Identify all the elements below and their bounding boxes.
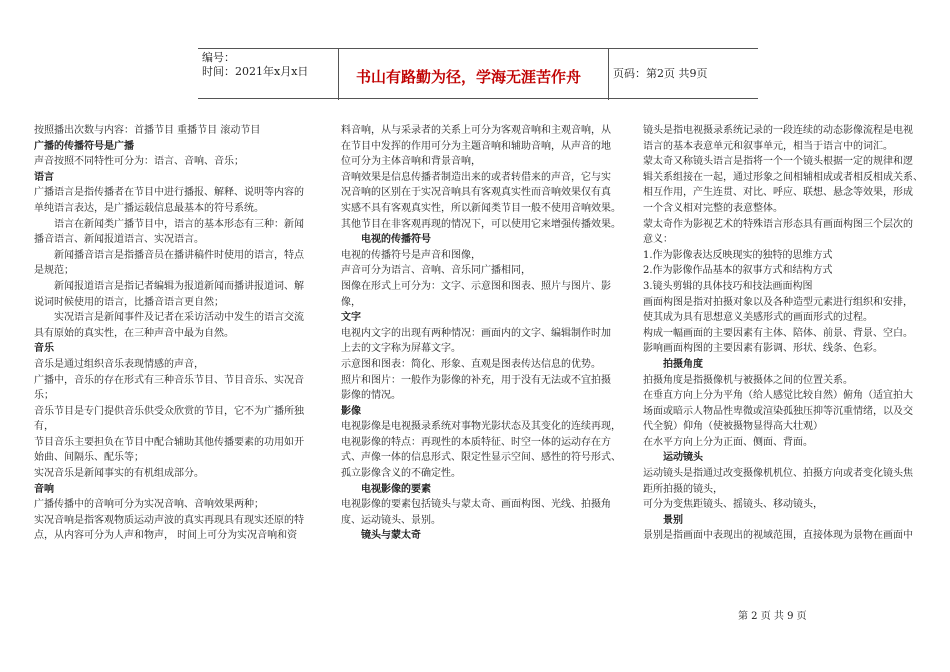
doc-number-label: 编号：	[202, 51, 235, 64]
text-line: 单纯语言表达，是广播运载信息最基本的符号系统。	[34, 202, 264, 214]
text-line: 播音语言、新闻报道语言、实况语言。	[34, 234, 204, 246]
text-line: 距所拍摄的镜头，	[643, 483, 723, 495]
text-line: 1.作为影像表达反映现实的独特的思维方式	[643, 249, 833, 261]
text-column-middle	[341, 123, 626, 544]
text-line: 声音可分为语言、音响、音乐同广播相同，	[341, 265, 531, 277]
text-line: 实况音响是指客观物质运动声波的真实再现具有现实还原的特	[34, 514, 304, 526]
text-line: 其他节目在非客观再现的情况下，可以使用它来增强传播效果。	[341, 218, 621, 230]
text-line: 2.作为影像作品基本的叙事方式和结构方式	[643, 265, 833, 277]
text-line: 影像的情况。	[341, 390, 401, 402]
text-line: 音乐节目是专门提供音乐供受众欣赏的节目，它不为广播所独	[34, 405, 304, 417]
text-line: 语言在新闻类广播节目中，语言的基本形态有三种：新闻	[54, 218, 304, 230]
text-line: 电视影像的特点：再现性的本质特征、时空一体的运动存在方	[341, 436, 611, 448]
text-line: 蒙太奇作为影视艺术的特殊语言形态具有画面构图三个层次的	[643, 218, 913, 230]
text-line: 始曲、间隔乐、配乐等；	[34, 452, 144, 464]
text-line: 声音按照不同特性可分为：语言、音响、音乐；	[34, 156, 244, 168]
section-heading: 运动镜头	[663, 452, 703, 464]
text-line: 电视影像的要素包括镜头与蒙太奇、画面构图、光线、拍摄角	[341, 499, 611, 511]
text-line: 说词时候使用的语言，比播音语言更自然；	[34, 296, 224, 308]
text-line: 使其成为具有思想意义美感形式的画面形式的过程。	[643, 312, 873, 324]
text-line: 图像在形式上可分为：文字、示意图和图表、照片与图片、影	[341, 280, 611, 292]
text-line: 蒙太奇又称镜头语言是指将一个一个镜头根据一定的规律和逻	[643, 156, 913, 168]
section-heading: 电视的传播符号	[361, 234, 431, 246]
text-line: 孤立影像含义的不确定性。	[341, 468, 461, 480]
text-line: 语言的基本表意单元和叙事单元，相当于语言中的词汇。	[643, 140, 893, 152]
text-line: 具有原始的真实性，在三种声音中最为自然。	[34, 327, 234, 339]
section-heading: 语言	[34, 171, 54, 183]
text-line: 实况音乐是新闻事实的有机组成部分。	[34, 468, 204, 480]
text-line: 代全貌）仰角（使被摄物显得高大壮观）	[643, 421, 823, 433]
section-heading: 影像	[341, 405, 361, 417]
header-top-rule	[198, 48, 758, 49]
text-line: 实况语言是新闻事件及记者在采访活动中发生的语言交流	[54, 312, 304, 324]
text-line: 点，从内容可分为人声和物声， 时间上可分为实况音响和资	[34, 530, 298, 542]
text-line: 意义：	[643, 234, 673, 246]
text-line: 位可分为主体音响和背景音响，	[341, 156, 481, 168]
text-line: 在水平方向上分为正面、侧面、背面。	[643, 436, 813, 448]
text-line: 广播传播中的音响可分为实况音响、音响效果两种；	[34, 499, 264, 511]
text-line: 乐；	[34, 390, 54, 402]
text-line: 在垂直方向上分为平角（给人感觉比较自然）俯角（适宜拍大	[643, 390, 913, 402]
text-line: 电视的传播符号是声音和图像，	[341, 249, 481, 261]
text-line: 电视内文字的出现有两种情况：画面内的文字、编辑制作时加	[341, 327, 611, 339]
text-line: 广播语言是指传播者在节目中进行播报、解释、说明等内容的	[34, 187, 304, 199]
text-line: 影响画面构图的主要因素有影调、形状、线条、色彩。	[643, 343, 883, 355]
header-bottom-rule	[198, 98, 758, 99]
section-heading: 音响	[34, 483, 54, 495]
text-line: 景别是指画面中表现出的视域范围，直接体现为景物在画面中	[643, 530, 913, 542]
page-info: 页码：第2页 共9页	[613, 67, 708, 80]
text-line: 相互作用，产生连贯、对比、呼应、联想、悬念等效果，形成	[643, 187, 913, 199]
text-line: 构成一幅画面的主要因素有主体、陪体、前景、背景、空白。	[643, 327, 913, 339]
header-motto: 书山有路勤为径，学海无涯苦作舟	[356, 68, 582, 86]
text-line: 镜头是指电视摄录系统记录的一段连续的动态影像流程是电视	[643, 125, 913, 136]
text-line: 按照播出次数与内容：首播节目 重播节目 滚动节目	[34, 125, 261, 136]
text-column-left	[34, 123, 319, 544]
text-line: 运动镜头是指通过改变摄像机机位、拍摄方向或者变化镜头焦	[643, 468, 913, 480]
text-line: 音乐是通过组织音乐表现情感的声音，	[34, 358, 204, 370]
page-footer: 第 2 页 共 9 页	[738, 611, 807, 622]
text-line: 况音响的区别在于实况音响具有客观真实性而音响效果仅有真	[341, 187, 611, 199]
text-line: 在节目中发挥的作用可分为主题音响和辅助音响，从声音的地	[341, 140, 611, 152]
section-heading: 音乐	[34, 343, 54, 355]
text-line: 拍摄角度是指摄像机与被摄体之间的位置关系。	[643, 374, 853, 386]
section-heading: 拍摄角度	[663, 358, 703, 370]
text-line: 辑关系组接在一起，通过形象之间相辅相成或者相反相成关系、	[643, 171, 923, 183]
section-heading: 镜头与蒙太奇	[361, 530, 421, 542]
header-divider	[338, 48, 339, 100]
text-line: 实感不具有客观真实性，所以新闻类节目一般不使用音响效果。	[341, 202, 621, 214]
text-line: 广播中，音乐的存在形式有三种音乐节目、节目音乐、实况音	[34, 374, 304, 386]
text-line: 照片和图片：一般作为影像的补充，用于没有无法或不宜拍摄	[341, 374, 611, 386]
text-line: 电视影像是电视摄录系统对事物光影状态及其变化的连续再现，	[341, 421, 621, 433]
text-line: 一个含义相对完整的表意整体。	[643, 202, 783, 214]
text-line: 有，	[34, 421, 54, 433]
page-header	[198, 48, 758, 100]
header-divider	[608, 48, 609, 100]
text-line: 新闻播音语言是指播音员在播讲稿件时使用的语言，特点	[54, 249, 304, 261]
text-line: 是规范；	[34, 265, 74, 277]
text-line: 场面或暗示人物品性卑微或渲染孤独压抑等沉重情绪，以及交	[643, 405, 913, 417]
text-line: 像，	[341, 296, 361, 308]
text-line: 节目音乐主要担负在节目中配合辅助其他传播要素的功用如开	[34, 436, 304, 448]
text-line: 音响效果是信息传播者制造出来的或者转借来的声音，它与实	[341, 171, 611, 183]
text-column-right	[643, 123, 928, 544]
section-heading: 文字	[341, 312, 361, 324]
text-line: 度、运动镜头、景别。	[341, 514, 441, 526]
text-line: 新闻报道语言是指记者编辑为报道新闻而播讲报道词、解	[54, 280, 304, 292]
date-text: 时间：2021年x月x日	[202, 65, 309, 78]
text-line: 料音响，从与采录者的关系上可分为客观音响和主观音响，从	[341, 125, 611, 136]
section-heading: 景别	[663, 514, 683, 526]
text-line: 上去的文字称为屏幕文字。	[341, 343, 461, 355]
text-line: 示意图和图表：简化、形象、直观是图表传达信息的优势。	[341, 358, 601, 370]
text-line: 3.镜头剪辑的具体技巧和技法画面构图	[643, 280, 813, 292]
section-heading: 电视影像的要素	[361, 483, 431, 495]
text-line: 式、声像一体的信息形式、限定性显示空间、感性的符号形式、	[341, 452, 621, 464]
text-line: 画面构图是指对拍摄对象以及各种造型元素进行组织和安排，	[643, 296, 913, 308]
text-line: 可分为变焦距镜头、摇镜头、移动镜头，	[643, 499, 823, 511]
section-heading: 广播的传播符号是广播	[34, 140, 134, 152]
